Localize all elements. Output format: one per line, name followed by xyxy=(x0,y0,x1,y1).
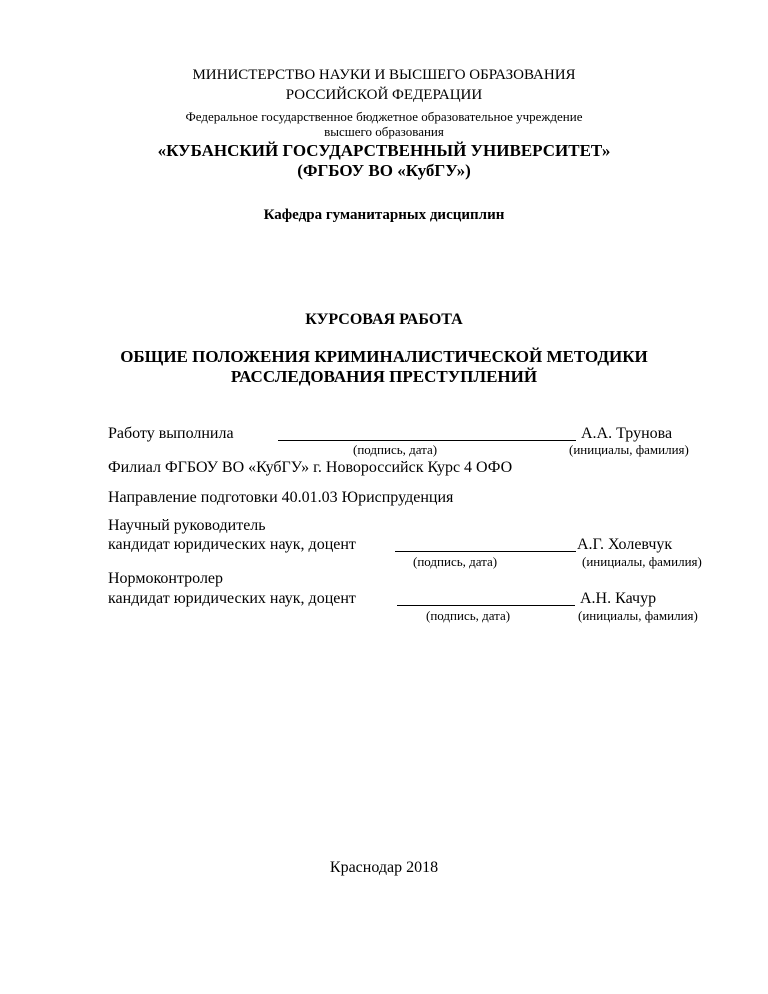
author-branch: Филиал ФГБОУ ВО «КубГУ» г. Новороссийск Курс 4 ОФО xyxy=(108,459,513,476)
supervisor-name: А.Г. Холевчук xyxy=(577,536,673,553)
supervisor-signature-hint: (подпись, дата) xyxy=(413,554,498,569)
author-name-hint: (инициалы, фамилия) xyxy=(569,442,689,457)
department: Кафедра гуманитарных дисциплин xyxy=(263,207,505,223)
author-label: Работу выполнила xyxy=(108,425,234,442)
normcontroller-signature-line xyxy=(397,605,575,606)
normcontroller-role: Нормоконтролер xyxy=(108,570,224,587)
author-signature-line xyxy=(278,440,576,441)
work-type: КУРСОВАЯ РАБОТА xyxy=(305,311,463,328)
normcontroller-name: А.Н. Качур xyxy=(580,590,657,607)
city-year: Краснодар 2018 xyxy=(329,859,439,876)
supervisor-role: Научный руководитель xyxy=(108,517,266,534)
university-name: «КУБАНСКИЙ ГОСУДАРСТВЕННЫЙ УНИВЕРСИТЕТ» xyxy=(157,141,611,160)
normcontroller-signature-hint: (подпись, дата) xyxy=(426,608,511,623)
author-direction: Направление подготовки 40.01.03 Юриспруденция xyxy=(108,489,454,506)
work-title-line-1: ОБЩИЕ ПОЛОЖЕНИЯ КРИМИНАЛИСТИЧЕСКОЙ МЕТОДИКИ xyxy=(120,347,648,366)
normcontroller-name-hint: (инициалы, фамилия) xyxy=(578,608,698,623)
author-name: А.А. Трунова xyxy=(581,425,673,442)
ministry-line-1: МИНИСТЕРСТВО НАУКИ И ВЫСШЕГО ОБРАЗОВАНИЯ xyxy=(192,67,576,83)
author-signature-hint: (подпись, дата) xyxy=(353,442,438,457)
supervisor-signature-line xyxy=(395,551,576,552)
ministry-line-2: РОССИЙСКОЙ ФЕДЕРАЦИИ xyxy=(285,87,483,103)
institution-line-2: высшего образования xyxy=(324,124,444,139)
work-title-line-2: РАССЛЕДОВАНИЯ ПРЕСТУПЛЕНИЙ xyxy=(230,367,538,386)
supervisor-name-hint: (инициалы, фамилия) xyxy=(582,554,702,569)
supervisor-degree: кандидат юридических наук, доцент xyxy=(108,536,356,553)
normcontroller-degree: кандидат юридических наук, доцент xyxy=(108,590,356,607)
university-abbr: (ФГБОУ ВО «КубГУ») xyxy=(297,161,471,180)
institution-line-1: Федеральное государственное бюджетное образовательное учреждение xyxy=(185,109,583,124)
